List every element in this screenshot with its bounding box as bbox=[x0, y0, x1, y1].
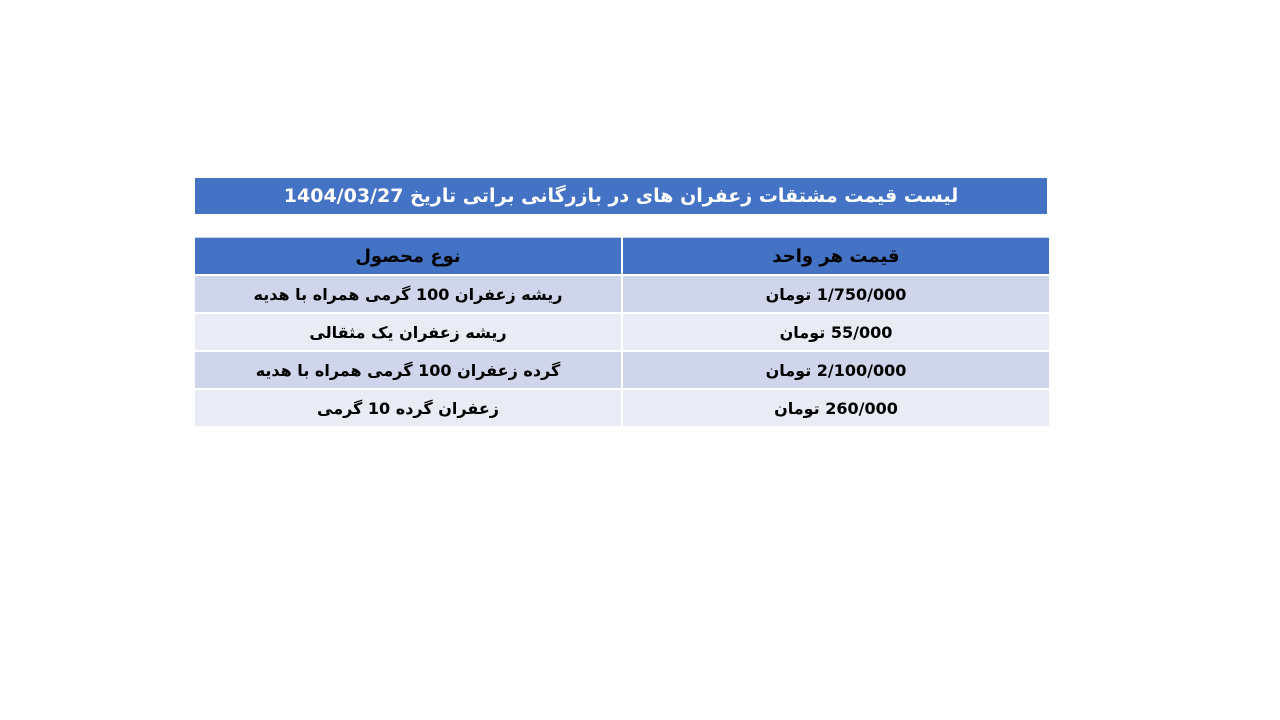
cell-price: 1/750/000 تومان bbox=[622, 275, 1049, 313]
cell-price: 2/100/000 تومان bbox=[622, 351, 1049, 389]
page-title: لیست قیمت مشتقات زعفران های در بازرگانی براتی تاریخ 1404/03/27 bbox=[195, 178, 1047, 214]
table-row bbox=[195, 275, 1049, 313]
header-price: قیمت هر واحد bbox=[622, 238, 1049, 276]
cell-price: 260/000 تومان bbox=[622, 389, 1049, 427]
cell-product: گرده زعفران 100 گرمی همراه با هدیه bbox=[195, 351, 622, 389]
table-row bbox=[195, 351, 1049, 389]
table-row bbox=[195, 389, 1049, 427]
cell-product: زعفران گرده 10 گرمی bbox=[195, 389, 622, 427]
price-table bbox=[195, 237, 1049, 428]
cell-product: ریشه زعفران 100 گرمی همراه با هدیه bbox=[195, 275, 622, 313]
cell-price: 55/000 تومان bbox=[622, 313, 1049, 351]
cell-product: ریشه زعفران یک مثقالی bbox=[195, 313, 622, 351]
header-product: نوع محصول bbox=[195, 238, 622, 276]
table-row bbox=[195, 313, 1049, 351]
table-header-row bbox=[195, 238, 1049, 276]
